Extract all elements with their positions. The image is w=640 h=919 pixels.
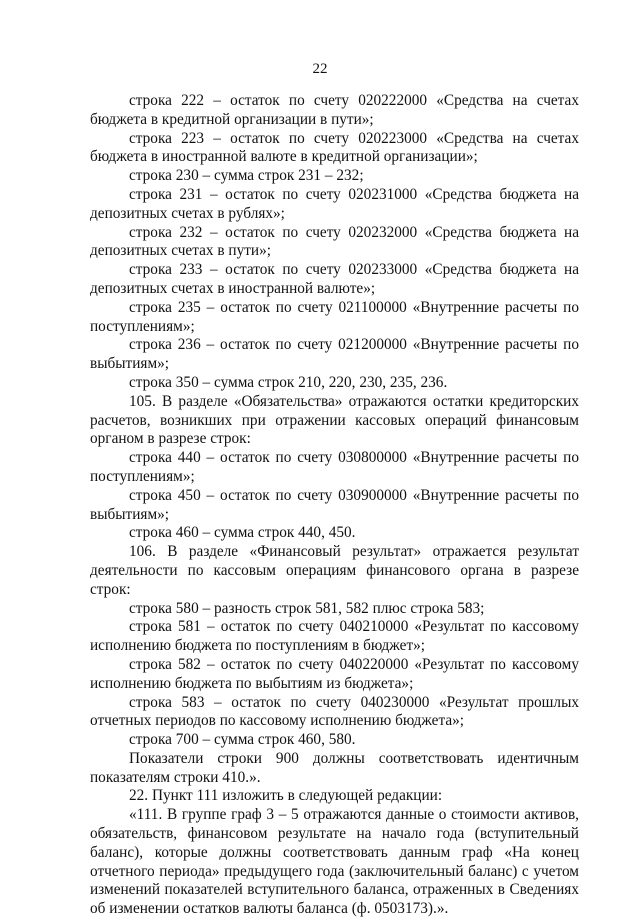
paragraph-row-233: строка 233 – остаток по счету 020233000 «Средства бюджета на депозитных счетах в иностранной валюте»; — [90, 261, 579, 297]
paragraph-row-222: строка 222 – остаток по счету 020222000 «Средства на счетах бюджета в кредитной организации в пути»; — [90, 92, 579, 128]
paragraph-row-350: строка 350 – сумма строк 210, 220, 230, 235, 236. — [129, 373, 448, 391]
paragraph-row-581: строка 581 – остаток по счету 040210000 «Результат по кассовому исполнению бюджета по поступлениям в бюджет»; — [90, 618, 579, 655]
paragraph-section-106: 106. В разделе «Финансовый результат» отражается результат деятельности по кассовым операциям финансового органа в разрезе строк: — [90, 543, 579, 598]
paragraph-row-460: строка 460 – сумма строк 440, 450. — [129, 524, 356, 542]
document-body — [90, 92, 579, 919]
paragraph-row-900-note: Показатели строки 900 должны соответствовать идентичным показателям строки 410.». — [90, 749, 579, 786]
paragraph-row-450: строка 450 – остаток по счету 030900000 «Внутренние расчеты по выбытиям»; — [90, 486, 579, 523]
paragraph-row-580: строка 580 – разность строк 581, 582 плюс строка 583; — [129, 599, 485, 617]
paragraph-row-440: строка 440 – остаток по счету 030800000 «Внутренние расчеты по поступлениям»; — [90, 449, 579, 485]
paragraph-item-111: «111. В группе граф 3 – 5 отражаются данные о стоимости активов, обязательств, финансовом результате на начало года (вступительный баланс), которые должны соответствовать данным граф «На конец отчетного периода» предыдущего года (заключительный баланс) с учетом изменений показателей вступительного баланса, отраженных в Сведениях об изменении остатков валюты баланса (ф. 0503173).». — [90, 806, 579, 918]
page-number: 22 — [312, 61, 328, 77]
paragraph-row-223: строка 223 – остаток по счету 020223000 «Средства на счетах бюджета в иностранной валюте в кредитной организации»; — [90, 129, 579, 166]
paragraph-section-105: 105. В разделе «Обязательства» отражаются остатки кредиторских расчетов, возникших при отражении кассовых операций финансовым органом в разрезе строк: — [90, 392, 579, 448]
paragraph-row-232: строка 232 – остаток по счету 020232000 «Средства бюджета на депозитных счетах в пути»; — [90, 223, 579, 260]
paragraph-row-235: строка 235 – остаток по счету 021100000 «Внутренние расчеты по поступлениям»; — [90, 298, 579, 335]
paragraph-row-236: строка 236 – остаток по счету 021200000 «Внутренние расчеты по выбытиям»; — [90, 336, 579, 373]
paragraph-row-582: строка 582 – остаток по счету 040220000 «Результат по кассовому исполнению бюджета по выбытиям из бюджета»; — [90, 655, 579, 692]
paragraph-row-231: строка 231 – остаток по счету 020231000 «Средства бюджета на депозитных счетах в рублях»; — [90, 185, 579, 222]
paragraph-row-583: строка 583 – остаток по счету 040230000 «Результат прошлых отчетных периодов по кассовому исполнению бюджета»; — [90, 693, 579, 730]
paragraph-row-230: строка 230 – сумма строк 231 – 232; — [129, 167, 364, 185]
paragraph-item-22: 22. Пункт 111 изложить в следующей редакции: — [129, 787, 443, 805]
paragraph-row-700: строка 700 – сумма строк 460, 580. — [129, 731, 356, 749]
